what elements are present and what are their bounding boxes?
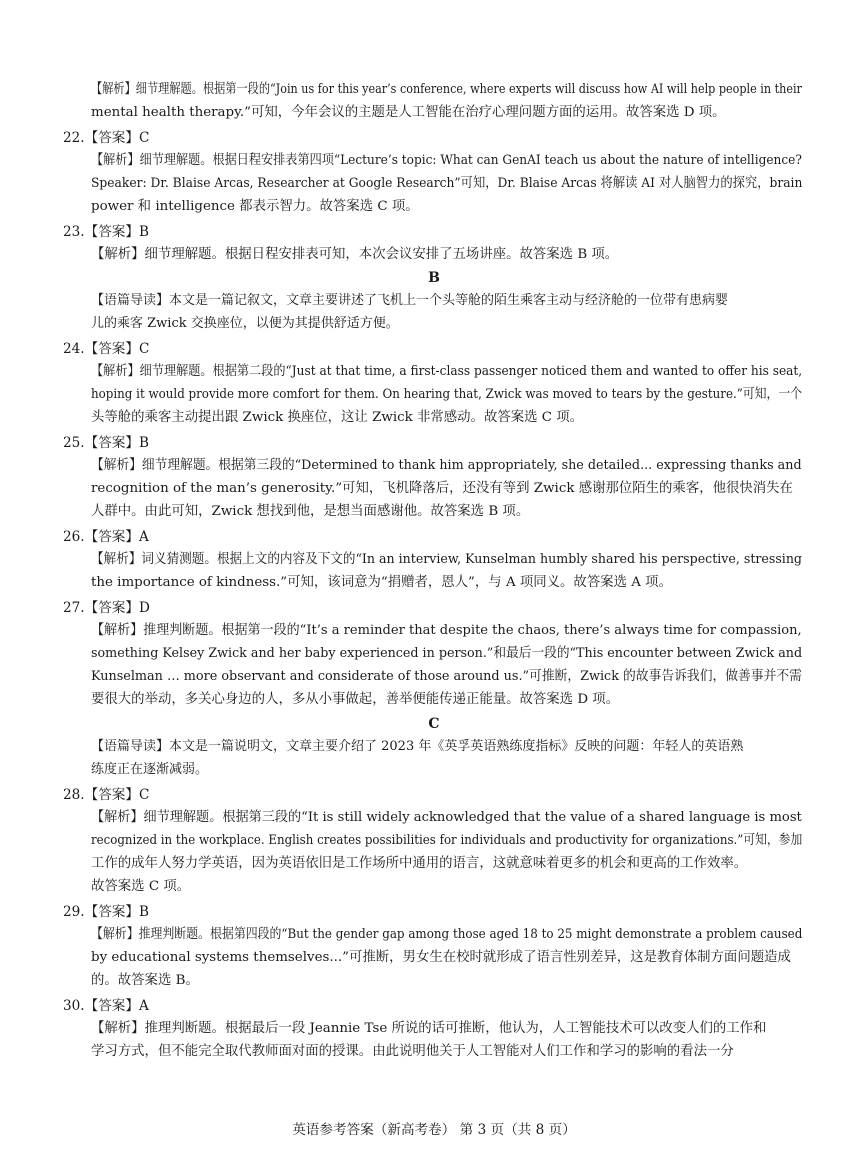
analysis-line: hoping it would provide more comfort for them. On hearing that, Zwick was moved to tears by the gesture.”可知，一个 (91, 387, 803, 402)
analysis-line: 【解析】细节理解题。根据第二段的“Just at that time, a first-class passenger noticed them and wanted to offer his seat, (91, 364, 803, 379)
analysis-line: recognition of the man’s generosity.”可知，飞机降落后，还没有等到 Zwick 感谢那位陌生的乘客，他很快消失在 (91, 481, 793, 496)
analysis-line: 要很大的举动，多关心身边的人，多从小事做起，善举便能传递正能量。故答案选 D 项。 (91, 692, 620, 707)
analysis-line: power 和 intelligence 都表示智力。故答案选 C 项。 (91, 199, 419, 214)
passage-guide-line: 儿的乘客 Zwick 交换座位，以便为其提供舒适方便。 (91, 316, 399, 331)
analysis-line: 故答案选 C 项。 (91, 879, 191, 894)
analysis-line: 的。故答案选 B。 (91, 973, 199, 988)
answer-label: 23.【答案】B (63, 224, 149, 240)
analysis-line: 【解析】细节理解题。根据第三段的“Determined to thank him appropriately, she detailed... expressing thanks and (91, 458, 802, 473)
analysis-line: something Kelsey Zwick and her baby experienced in person.”和最后一段的“This encounter between Zwick and (91, 646, 803, 661)
analysis-line: 工作的成年人努力学英语，因为英语依旧是工作场所中通用的语言，这就意味着更多的机会和更高的工作效率。 (91, 856, 748, 871)
answer-label: 29.【答案】B (63, 904, 149, 920)
analysis-line: mental health therapy.”可知，今年会议的主题是人工智能在治疗心理问题方面的运用。故答案选 D 项。 (91, 105, 726, 120)
answer-label: 30.【答案】A (63, 998, 149, 1014)
section-heading-b: B (428, 270, 440, 286)
analysis-line: 【解析】推理判断题。根据第一段的“It’s a reminder that despite the chaos, there’s always time for compassion, (91, 623, 802, 638)
analysis-line: the importance of kindness.”可知，该词意为“捐赠者，恩人”，与 A 项同义。故答案选 A 项。 (91, 575, 672, 590)
answer-label: 22.【答案】C (63, 130, 150, 146)
analysis-line: 【解析】细节理解题。根据日程安排表可知，本次会议安排了五场讲座。故答案选 B 项。 (91, 247, 619, 262)
page-footer: 英语参考答案（新高考卷） 第 3 页（共 8 页） (292, 1122, 576, 1138)
analysis-line: 人群中。由此可知，Zwick 想找到他，是想当面感谢他。故答案选 B 项。 (91, 504, 530, 519)
analysis-line: 【解析】细节理解题。根据日程安排表第四项“Lecture’s topic: What can GenAI teach us about the nature of intelligence? (91, 153, 802, 168)
answer-label: 28.【答案】C (63, 787, 150, 803)
answer-label: 24.【答案】C (63, 341, 150, 357)
analysis-line: 【解析】细节理解题。根据第三段的“It is still widely acknowledged that the value of a shared language is most (91, 810, 802, 825)
analysis-line: 【解析】词义猜测题。根据上文的内容及下文的“In an interview, Kunselman humbly shared his perspective, stressing (91, 552, 803, 567)
analysis-line: Speaker: Dr. Blaise Arcas, Researcher at Google Research”可知，Dr. Blaise Arcas 将解读 AI 对人脑智力的探究，brain (91, 176, 803, 191)
answer-label: 26.【答案】A (63, 529, 149, 545)
answer-label: 27.【答案】D (63, 600, 150, 616)
passage-guide-line: 练度正在逐渐减弱。 (91, 762, 209, 777)
passage-guide-line: 【语篇导读】本文是一篇说明文，文章主要介绍了 2023 年《英孚英语熟练度指标》反映的问题：年轻人的英语熟 (91, 739, 744, 754)
analysis-line: 【解析】推理判断题。根据第四段的“But the gender gap among those aged 18 to 25 might demonstrate a problem caused (91, 927, 803, 942)
analysis-line: 【解析】推理判断题。根据最后一段 Jeannie Tse 所说的话可推断，他认为，人工智能技术可以改变人们的工作和 (91, 1021, 767, 1036)
section-heading-c: C (428, 716, 440, 732)
answer-label: 25.【答案】B (63, 435, 149, 451)
analysis-line: by educational systems themselves...”可推断，男女生在校时就形成了语言性别差异，这是教育体制方面问题造成 (91, 950, 791, 965)
analysis-line: 【解析】细节理解题。根据第一段的“Join us for this year’s conference, where experts will discuss how AI will help people in their (91, 82, 802, 97)
passage-guide-line: 【语篇导读】本文是一篇记叙文，文章主要讲述了飞机上一个头等舱的陌生乘客主动与经济舱的一位带有患病婴 (91, 293, 729, 308)
analysis-line: recognized in the workplace. English creates possibilities for individuals and productivity for organizations.”可知，参加 (91, 833, 803, 848)
analysis-line: 学习方式，但不能完全取代教师面对面的授课。由此说明他关于人工智能对人们工作和学习的影响的看法一分 (91, 1044, 734, 1059)
analysis-line: 头等舱的乘客主动提出跟 Zwick 换座位，这让 Zwick 非常感动。故答案选 C 项。 (91, 410, 584, 425)
analysis-line: Kunselman … more observant and considerate of those around us.”可推断，Zwick 的故事告诉我们，做善事并不需 (91, 669, 802, 684)
